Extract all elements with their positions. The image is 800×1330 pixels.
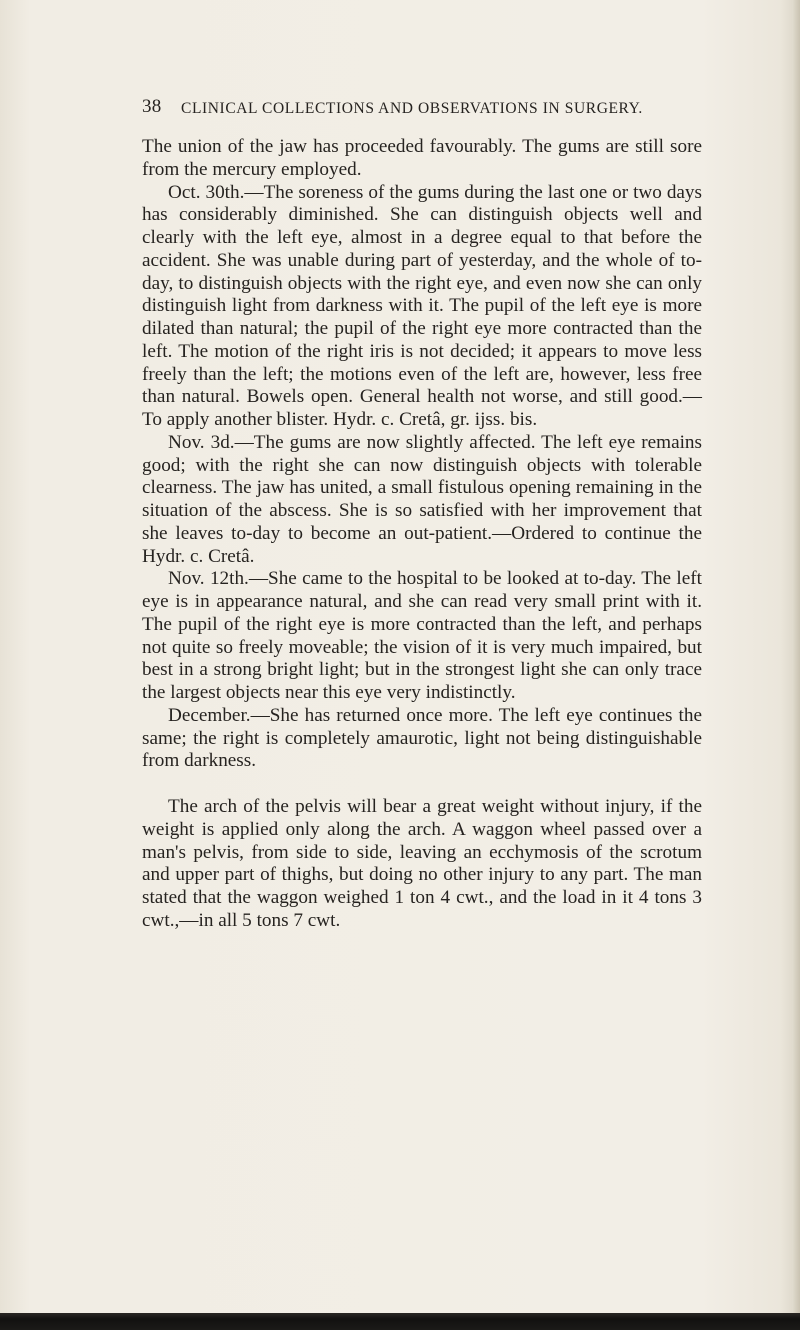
paragraph-jaw-union: The union of the jaw has proceeded favourably. The gums are still sore from the mercury employed. — [142, 136, 702, 180]
body-text — [142, 136, 702, 933]
page-number: 38 — [142, 96, 162, 117]
paragraph-nov-3: Nov. 3d.—The gums are now slightly affected. The left eye remains good; with the right she can now distinguish objects with tolerable clearness. The jaw has united, a small fistulous opening remaining in the situation of the abscess. She is so satisfied with her improvement that she leaves to-day to become an out-patient.—Ordered to continue the Hydr. c. Cretâ. — [142, 431, 702, 567]
paragraph-oct-30: Oct. 30th.—The soreness of the gums during the last one or two days has considerably diminished. She can distinguish objects well and clearly with the left eye, almost in a degree equal to that before the accident. She was unable during part of yesterday, and the whole of to-day, to distinguish objects with the right eye, and even now she can only distinguish light from darkness with it. The pupil of the left eye is more dilated than natural; the pupil of the right eye more contracted than the left. The motion of the right iris is not decided; it appears to move less freely than the left; the motions even of the left are, however, less free than natural. Bowels open. General health not worse, and still good.—To apply another blister. Hydr. c. Cretâ, gr. ijss. bis. — [142, 181, 702, 430]
running-header — [142, 96, 702, 124]
scan-bottom-edge — [0, 1313, 800, 1330]
paragraph-december: December.—She has returned once more. The left eye continues the same; the right is completely amaurotic, light not being distinguishable from darkness. — [142, 704, 702, 772]
page-edge — [792, 0, 800, 1330]
paragraph-nov-12: Nov. 12th.—She came to the hospital to be looked at to-day. The left eye is in appearance natural, and she can read very small print with it. The pupil of the right eye is more contracted than the left, and perhaps not quite so freely moveable; the vision of it is very much impaired, but best in a strong bright light; but in the strongest light she can only trace the largest objects near this eye very indistinctly. — [142, 568, 702, 703]
paragraph-pelvis-arch: The arch of the pelvis will bear a great weight without injury, if the weight is applied only along the arch. A waggon wheel passed over a man's pelvis, from side to side, leaving an ecchymosis of the scrotum and upper part of thighs, but doing no other injury to any part. The man stated that the waggon weighed 1 ton 4 cwt., and the load in it 4 tons 3 cwt.,—in all 5 tons 7 cwt. — [142, 796, 702, 931]
running-title: CLINICAL COLLECTIONS AND OBSERVATIONS IN SURGERY. — [181, 100, 643, 117]
